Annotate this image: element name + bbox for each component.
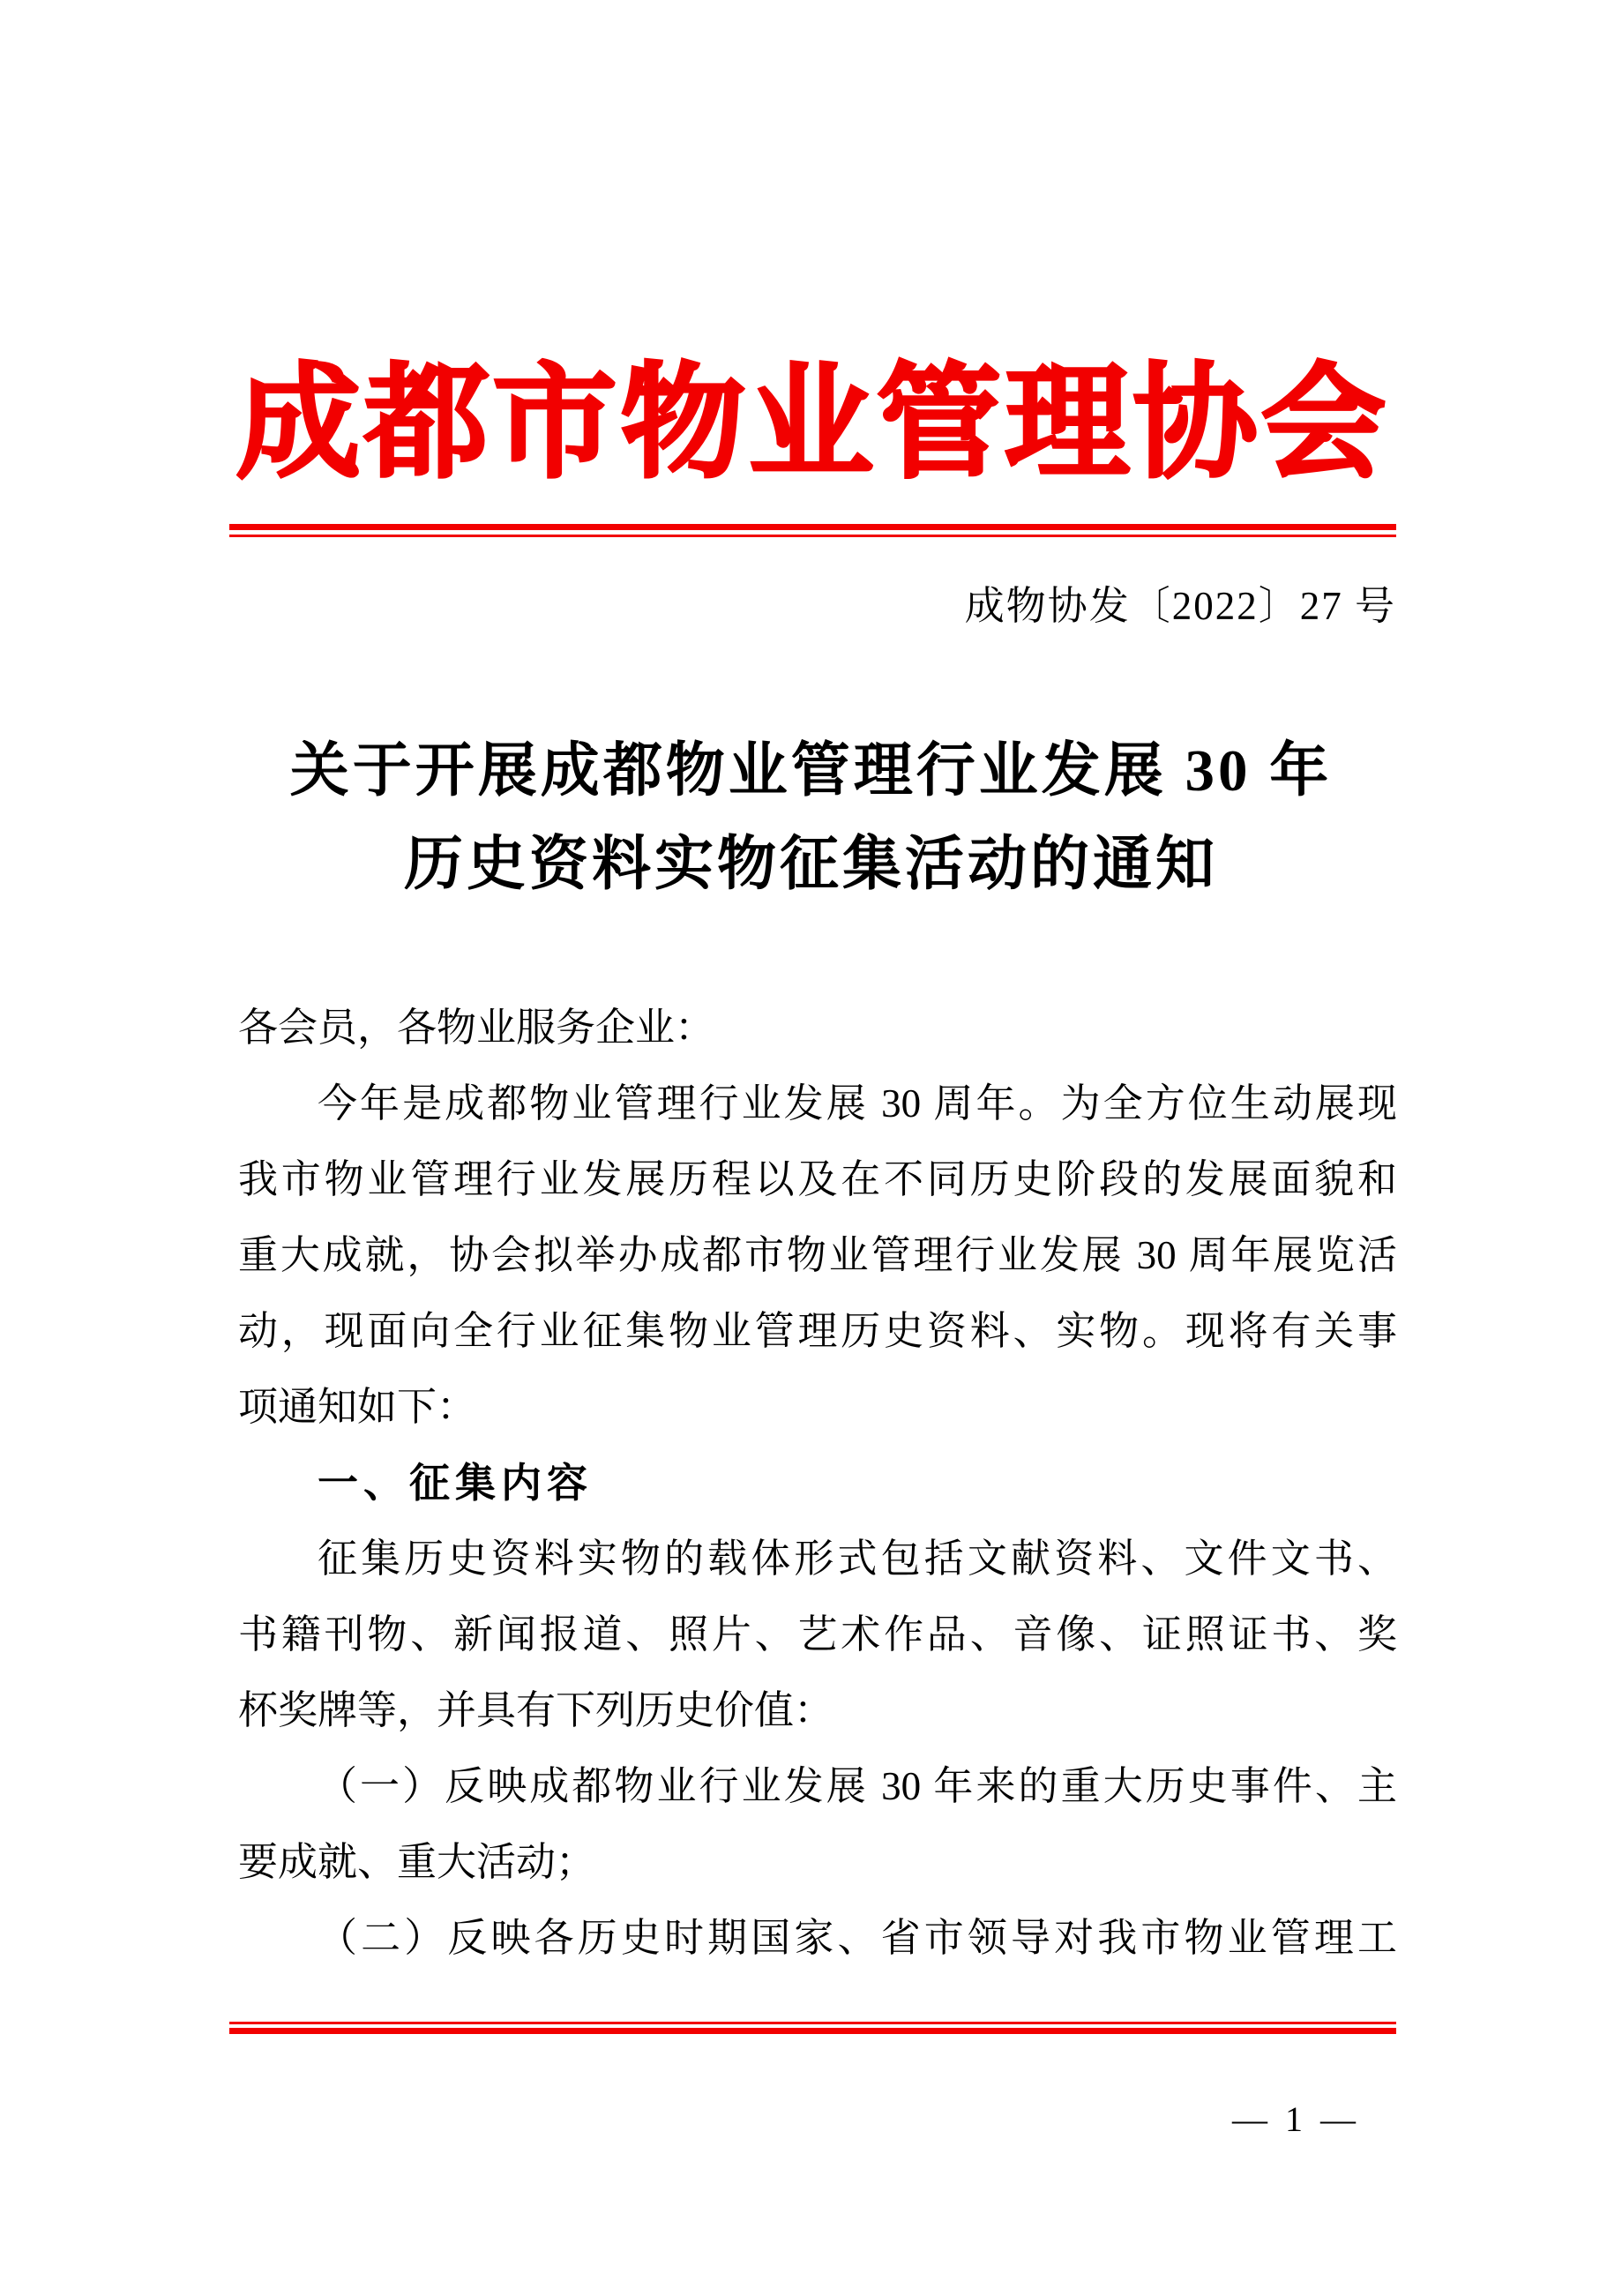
document-body [238,990,1397,1976]
document-title-line1: 关于开展成都物业管理行业发展 30 年 [289,738,1333,804]
body-line: 重大成就，协会拟举办成都市物业管理行业发展 30 周年展览活 [238,1233,1397,1277]
footer-double-rule [229,2022,1396,2034]
body-line: 杯奖牌等，并具有下列历史价值： [238,1688,834,1732]
footer-rule-thin [229,2022,1396,2024]
footer-rule-thick [229,2028,1396,2034]
body-line-salutation: 各会员，各物业服务企业： [238,1006,715,1050]
body-line: 要成就、重大活动； [238,1840,596,1884]
body-line: 我市物业管理行业发展历程以及在不同历史阶段的发展面貌和 [238,1157,1397,1201]
header-rule-thin [229,535,1396,537]
header-rule-thick [229,524,1396,530]
body-line: 动，现面向全行业征集物业管理历史资料、实物。现将有关事 [238,1309,1397,1353]
document-title-line2: 历史资料实物征集活动的通知 [404,832,1218,897]
document-number: 成物协发〔2022〕27 号 [964,584,1396,628]
document-title [0,724,1622,911]
header-double-rule [229,524,1396,537]
body-line: 书籍刊物、新闻报道、照片、艺术作品、音像、证照证书、奖 [238,1612,1397,1657]
section-heading-collection-content: 一、征集内容 [318,1460,593,1506]
body-line: （一）反映成都物业行业发展 30 年来的重大历史事件、主 [318,1764,1397,1808]
header-org-title: 成都市物业管理协会 [236,355,1386,493]
body-line: （二）反映各历史时期国家、省市领导对我市物业管理工 [318,1916,1397,1960]
body-line: 征集历史资料实物的载体形式包括文献资料、文件文书、 [318,1537,1397,1581]
body-line: 项通知如下： [238,1385,477,1429]
body-line: 今年是成都物业管理行业发展 30 周年。为全方位生动展现 [318,1081,1397,1126]
page-number: — 1 — [1232,2099,1360,2139]
